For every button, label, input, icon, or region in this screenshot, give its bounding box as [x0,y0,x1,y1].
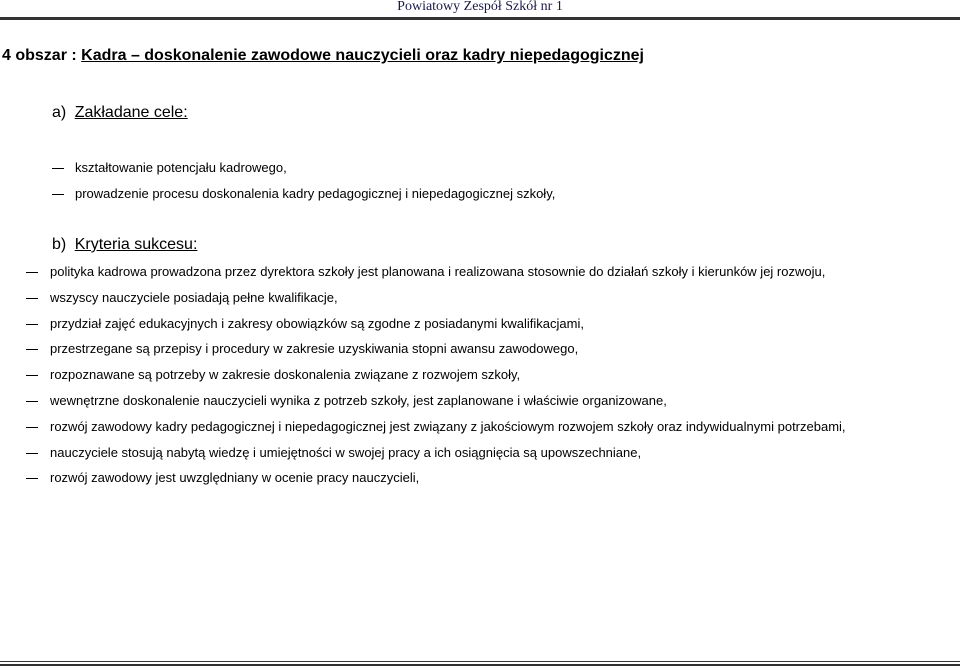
section-title [2,46,644,66]
section-title-text: Kadra – doskonalenie zawodowe nauczycieli oraz kadry niepedagogicznej [81,47,644,64]
dash-bullet [26,453,38,454]
list-item-text: prowadzenie procesu doskonalenia kadry pedagogicznej i niepedagogicznej szkoły, [75,185,556,201]
dash-bullet [26,298,38,299]
dash-bullet [26,427,38,428]
criteria-heading-text: Kryteria sukcesu: [74,236,198,253]
goals-marker: a) [52,104,67,121]
dash-bullet [52,194,64,195]
list-item-text: przestrzegane są przepisy i procedury w zakresie uzyskiwania stopni awansu zawodowego, [50,341,579,357]
dash-bullet [26,349,38,350]
footer-rule [0,661,960,666]
list-item-text: przydział zajęć edukacyjnych i zakresy obowiązków są zgodne z posiadanymi kwalifikacjami, [50,315,584,331]
dash-bullet [26,375,38,376]
dash-bullet [52,168,64,169]
header-title: Powiatowy Zespół Szkół nr 1 [397,0,563,14]
section-prefix: 4 obszar : [2,47,82,64]
list-item-text: nauczyciele stosują nabytą wiedzę i umiejętności w swojej pracy a ich osiągnięcia są upowszechniane, [50,444,642,460]
criteria-heading [52,235,197,255]
list-item-text: rozwój zawodowy kadry pedagogicznej i niepedagogicznej jest związany z jakościowym rozwojem szkoły oraz indywidualnymi potrzebami, [50,418,846,434]
dash-bullet [26,324,38,325]
list-item-text: rozwój zawodowy jest uwzględniany w ocenie pracy nauczycieli, [50,470,420,486]
list-item-text: polityka kadrowa prowadzona przez dyrektora szkoły jest planowana i realizowana stosownie do działań szkoły i kierunków jej rozwoju, [50,264,826,279]
list-item-text: kształtowanie potencjału kadrowego, [75,160,287,175]
list-item-text: wewnętrzne doskonalenie nauczycieli wynika z potrzeb szkoły, jest zaplanowane i właściwie organizowane, [50,392,667,408]
dash-bullet [26,272,38,273]
goals-heading-text: Zakładane cele: [74,104,188,121]
dash-bullet [26,478,38,479]
goals-heading [52,103,188,123]
list-item-text: rozpoznawane są potrzeby w zakresie doskonalenia związane z rozwojem szkoły, [50,367,521,383]
criteria-marker: b) [52,236,67,253]
list-item-text: wszyscy nauczyciele posiadają pełne kwalifikacje, [50,289,338,305]
dash-bullet [26,401,38,402]
header-rule [0,17,960,20]
